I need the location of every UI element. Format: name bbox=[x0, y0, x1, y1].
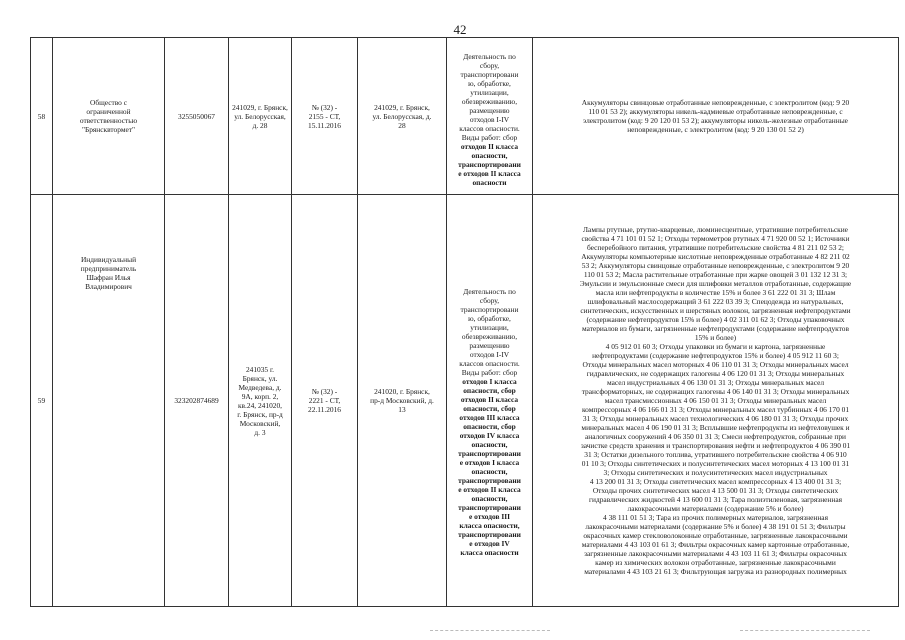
activity-place-cell: 241020, г. Брянск, пр-д Московский, д. 13 bbox=[358, 195, 447, 607]
row-number: 58 bbox=[31, 38, 53, 195]
registry-table bbox=[30, 37, 899, 607]
organization-name: Индивидуальный предприниматель Шафран Илья Владимирович bbox=[53, 195, 165, 607]
scan-edge-line bbox=[430, 630, 550, 631]
table-row bbox=[31, 38, 899, 195]
inn-cell: 3255050067 bbox=[165, 38, 229, 195]
organization-name: Общество с ограниченной ответственностью "Брянсквтормет" bbox=[53, 38, 165, 195]
waste-types-cell: Аккумуляторы свинцовые отработанные неповрежденные, с электролитом (код: 9 20 110 01 53 2); аккумуляторы никель-кадмиевые отработанные неповрежденные, с электролитом (код: 9 20 120 01 53 2); аккумуляторы никель-железные отработанные неповрежденные, с электролитом (код: 9 20 130 01 52 2) bbox=[533, 38, 899, 195]
row-number: 59 bbox=[31, 195, 53, 607]
address-cell: 241029, г. Брянск, ул. Белорусская, д. 28 bbox=[229, 38, 292, 195]
license-cell: № (32) - 2155 - СТ, 15.11.2016 bbox=[292, 38, 358, 195]
address-cell: 241035 г. Брянск, ул. Медведева, д. 9А, корп. 2, кв.24, 241020, г. Брянск, пр-д Московский, д. 3 bbox=[229, 195, 292, 607]
page-number: 42 bbox=[453, 22, 467, 37]
inn-cell: 323202874689 bbox=[165, 195, 229, 607]
waste-types-cell: Лампы ртутные, ртутно-кварцевые, люминесцентные, утратившие потребительские свойства 4 71 101 01 52 1; Отходы термометров ртутных 4 71 920 00 52 1; Источники бесперебойного питания, утратившие потребительские свойства 4 81 211 02 53 2; Аккумуляторы компьютерные кислотные неповрежденные отработанные 4 82 211 02 53 2; Аккумуляторы свинцовые отработанные неповрежденные, с электролитом 9 20 110 01 53 2; Масла растительные отработанные при жарке овощей 3 01 132 12 31 3; Эмульсии и эмульсионные смеси для шлифовки металлов отработанные, содержащие масла или нефтепродукты в количестве 15% и более 3 61 222 01 31 3; Шлам шлифовальный маслосодержащий 3 61 222 03 39 3; Спецодежда из натуральных, синтетических, искусственных и шерстяных волокон, загрязненная нефтепродуктами (содержание нефтепродуктов 15% и более) 4 02 311 01 62 3; Отходы упаковочных материалов из бумаги, загрязненные нефтепродуктами (содержание нефтепродуктов 15% и более) 4 05 912 01 60 3; Отходы упаковки из бумаги и картона, загрязненные нефтепродуктами (содержание нефтепродуктов 15% и более) 4 05 912 11 60 3; Отходы минеральных масел моторных 4 06 110 01 31 3; Отходы минеральных масел гидравлических, не содержащих галогены 4 06 120 01 31 3; Отходы минеральных масел индустриальных 4 06 130 01 31 3; Отходы минеральных масел трансформаторных, не содержащих галогены 4 06 140 01 31 3; Отходы минеральных масел трансмиссионных 4 06 150 01 31 3; Отходы минеральных масел компрессорных 4 06 166 01 31 3; Отходы минеральных масел турбинных 4 06 170 01 31 3; Отходы минеральных масел технологических 4 06 180 01 31 3; Отходы прочих минеральных масел 4 06 190 01 31 3; Всплывшие нефтепродукты из нефтеловушек и аналогичных сооружений 4 06 350 01 31 3; Смеси нефтепродуктов, собранные при зачистке средств хранения и транспортирования нефти и нефтепродуктов 4 06 390 01 31 3; Остатки дизельного топлива, утратившего потребительские свойства 4 06 910 01 10 3; Отходы синтетических и полусинтетических масел моторных 4 13 100 01 31 3; Отходы синтетических и полусинтетических масел индустриальных 4 13 200 01 31 3; Отходы синтетических масел компрессорных 4 13 400 01 31 3; Отходы прочих синтетических масел 4 13 500 01 31 3; Отходы синтетических гидравлических жидкостей 4 13 600 01 31 3; Тара полиэтиленовая, загрязненная лакокрасочными материалами (содержание 5% и более) 4 38 111 01 51 3; Тара из прочих полимерных материалов, загрязненная лакокрасочными материалами (содержание 5% и более) 4 38 191 01 51 3; Фильтры окрасочных камер стекловолоконные отработанные, загрязненные лакокрасочными материалами 4 43 103 01 61 3; Фильтры окрасочных камер картонные отработанные, загрязненные лакокрасочными материалами 4 43 103 11 61 3; Фильтры окрасочных камер из химических волокон отработанные, загрязненные лакокрасочными материалами 4 43 103 21 61 3; Фильтрующая загрузка из разнородных полимерных bbox=[533, 195, 899, 607]
scan-edge-line bbox=[740, 630, 870, 631]
activity-cell: Деятельность по сбору, транспортировани ю, обработке, утилизации, обезвреживанию, размещению отходов I-IV классов опасности. Виды работ: сбор отходов I класса опасности, сбор отходов II класса опасности, сбор отходов III класса опасности, сбор отходов IV класса опасности, транспортировани е отходов I класса опасности, транспортировани е отходов II класса опасности, транспортировани е отходов III класса опасности, транспортировани е отходов IV класса опасности bbox=[447, 195, 533, 607]
license-cell: № (32) - 2221 - СТ, 22.11.2016 bbox=[292, 195, 358, 607]
activity-place-cell: 241029, г. Брянск, ул. Белорусская, д. 28 bbox=[358, 38, 447, 195]
activity-cell: Деятельность по сбору, транспортировани ю, обработке, утилизации, обезвреживанию, размещению отходов I-IV классов опасности. Виды работ: сбор отходов II класса опасности, транспортировани е отходов II класса опасности bbox=[447, 38, 533, 195]
table-row bbox=[31, 195, 899, 607]
